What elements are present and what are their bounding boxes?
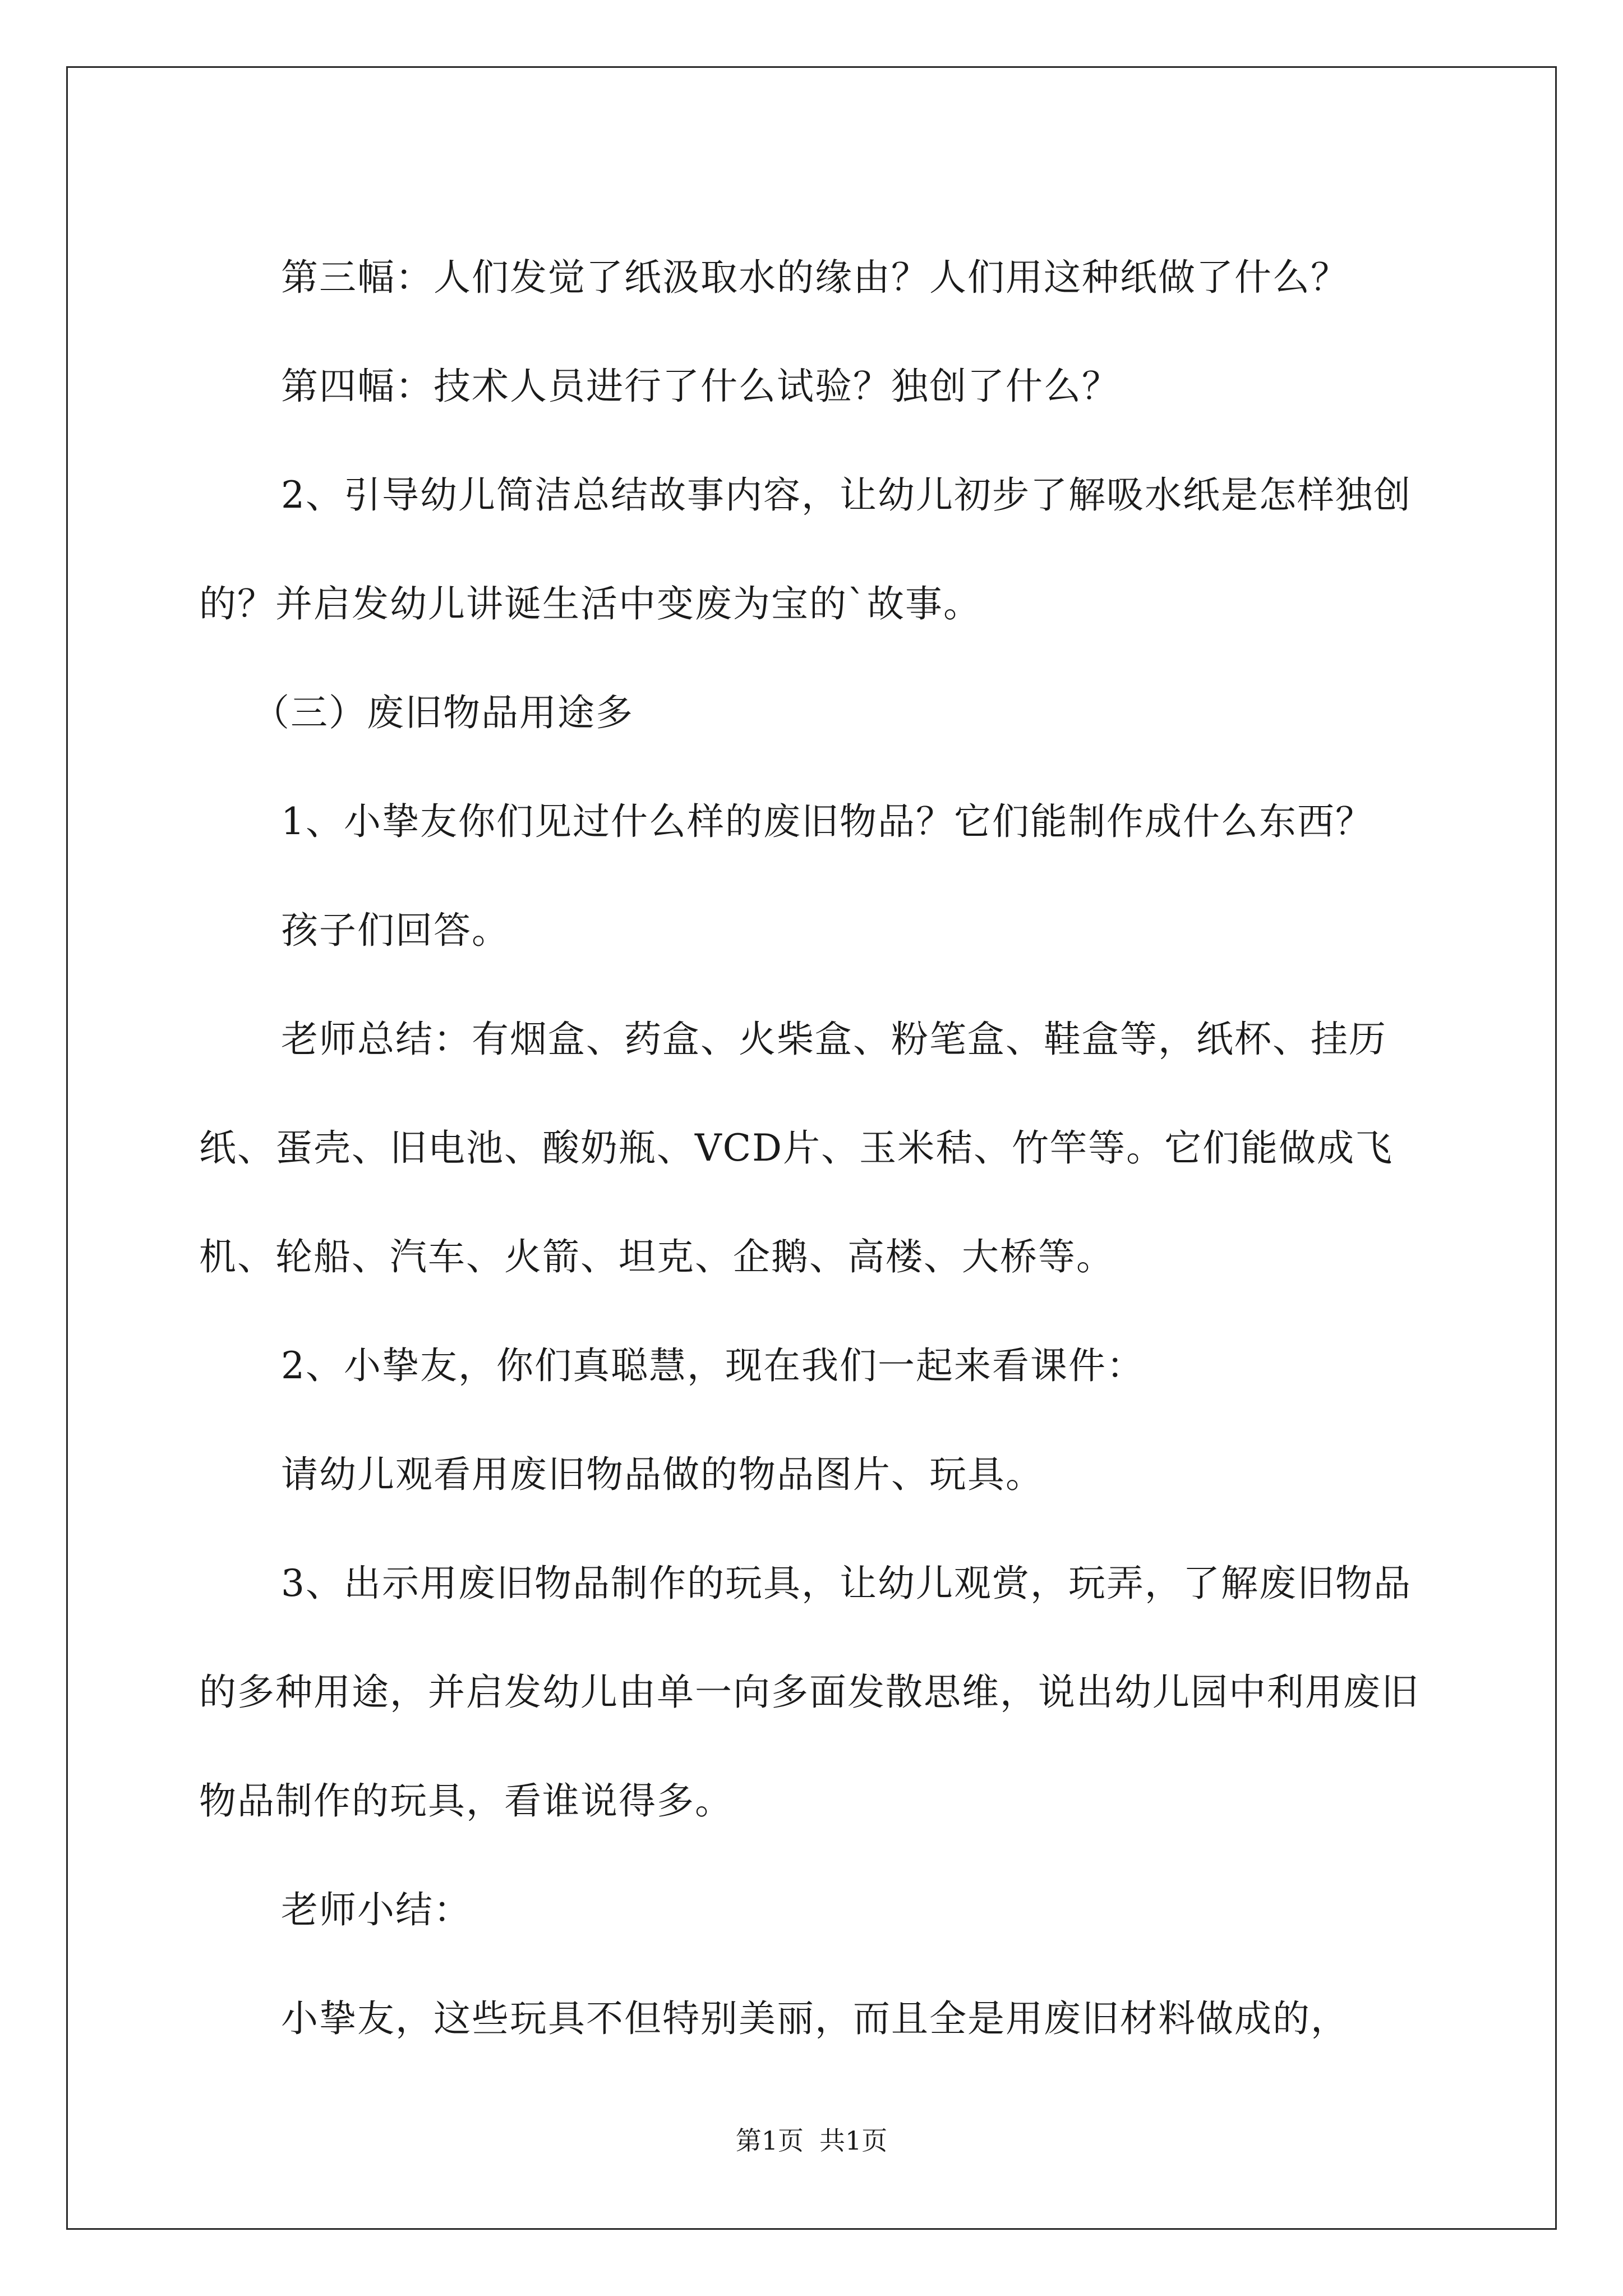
paragraph: 3、出示用废旧物品制作的玩具，让幼儿观赏，玩弄，了解废旧物品的多种用途，并启发幼儿由单一向多面发散思维，说出幼儿园中利用废旧物品制作的玩具，看谁说得多。: [199, 1562, 1419, 1823]
section-heading: （三）废旧物品用途多: [252, 691, 634, 734]
paragraph: 请幼儿观看用废旧物品做的物品图片、玩具。: [281, 1453, 1044, 1496]
paragraph: 2、引导幼儿简洁总结故事内容，让幼儿初步了解吸水纸是怎样独创的？并启发幼儿讲诞生活中变废为宝的`故事。: [199, 473, 1412, 625]
paragraph: 孩子们回答。: [281, 909, 510, 952]
paragraph: 小挚友，这些玩具不但特别美丽，而且全是用废旧材料做成的，: [281, 1997, 1349, 2040]
paragraph: 老师小结：: [281, 1888, 472, 1931]
page-total: 共1页: [819, 2125, 888, 2156]
paragraph: 1、小挚友你们见过什么样的废旧物品？它们能制作成什么东西？: [281, 800, 1373, 843]
paragraph: 第三幅：人们发觉了纸汲取水的缘由？人们用这种纸做了什么？: [281, 256, 1349, 299]
paragraph: 第四幅：技术人员进行了什么试验？独创了什么？: [281, 365, 1120, 408]
page-number: 第1页: [735, 2125, 804, 2156]
document-body: [199, 223, 1438, 2073]
paragraph: 老师总结：有烟盒、药盒、火柴盒、粉笔盒、鞋盒等，纸杯、挂历纸、蛋壳、旧电池、酸奶瓶、VCD片、玉米秸、竹竿等。它们能做成飞机、轮船、汽车、火箭、坦克、企鹅、高楼、大桥等。: [199, 1018, 1394, 1278]
paragraph: 2、小挚友，你们真聪慧，现在我们一起来看课件：: [281, 1344, 1145, 1387]
page-footer: [0, 2124, 1623, 2157]
